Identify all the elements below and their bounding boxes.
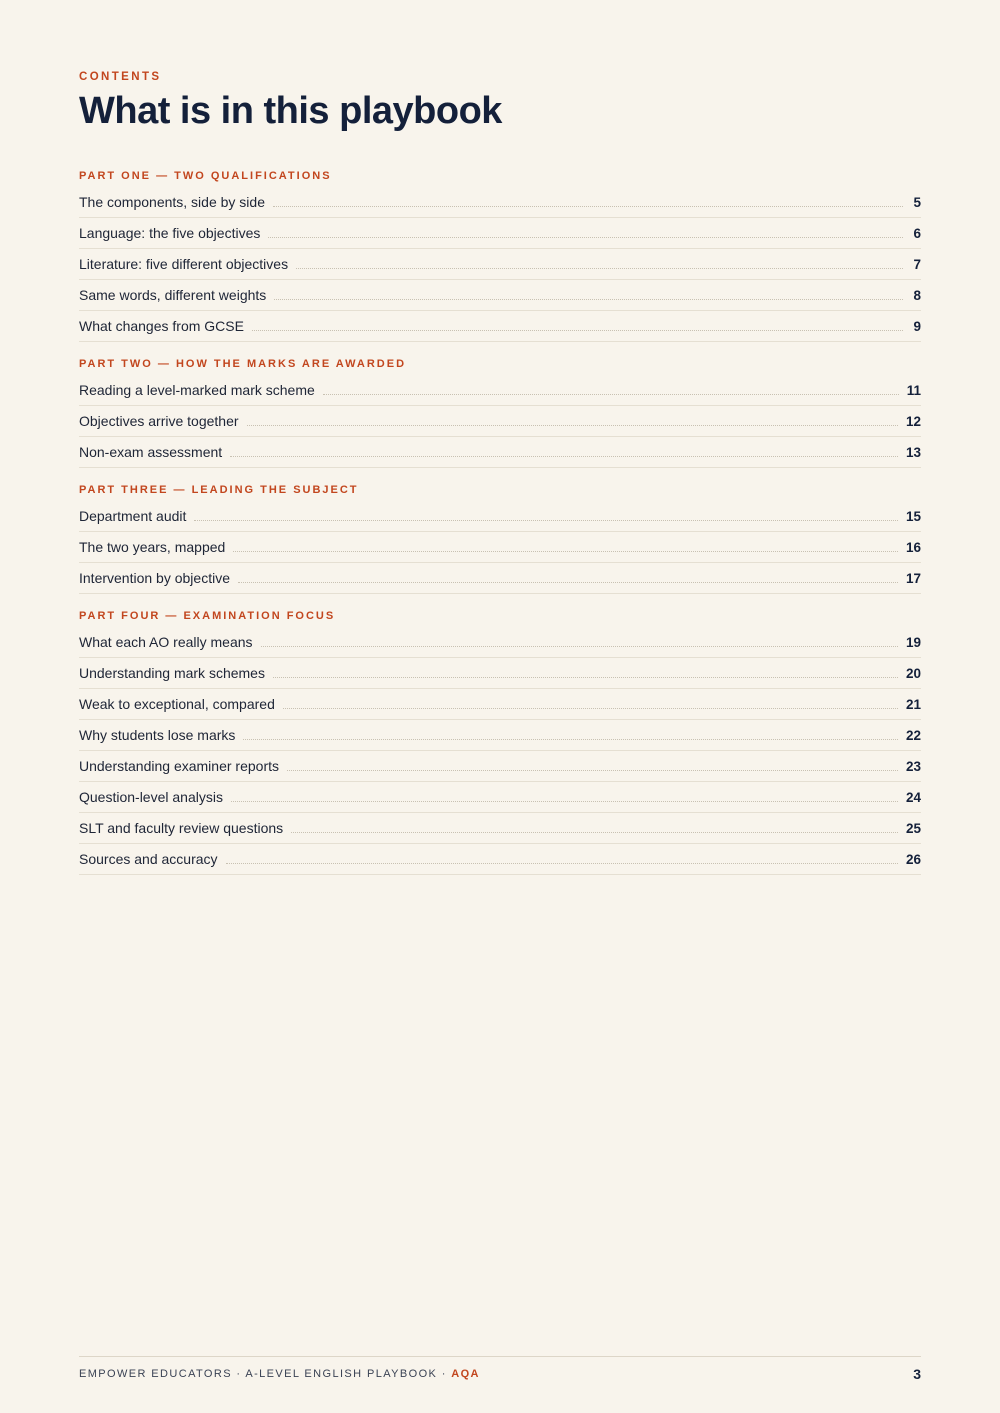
toc-entry[interactable] (79, 751, 921, 782)
toc-dot-leader (226, 863, 898, 864)
toc-entry-page-number: 15 (905, 508, 921, 524)
toc-entry-page-number: 19 (905, 634, 921, 650)
toc-section (79, 607, 921, 875)
toc-entry-title: The components, side by side (79, 194, 265, 210)
toc-section (79, 167, 921, 342)
toc-dot-leader (243, 739, 898, 740)
toc-entry-page-number: 13 (905, 444, 921, 460)
toc-entry-title: Why students lose marks (79, 727, 236, 743)
toc-dot-leader (238, 582, 898, 583)
toc-dot-leader (268, 237, 903, 238)
toc-dot-leader (273, 206, 903, 207)
toc-entry-title: Language: the five objectives (79, 225, 261, 241)
toc-section-heading: PART ONE — TWO QUALIFICATIONS (79, 170, 332, 182)
toc-entry[interactable] (79, 218, 921, 249)
contents-page (79, 0, 921, 1413)
toc-dot-leader (291, 832, 898, 833)
toc-dot-leader (233, 551, 898, 552)
toc-dot-leader (283, 708, 898, 709)
toc-entry[interactable] (79, 627, 921, 658)
toc-entry-title: Reading a level-marked mark scheme (79, 382, 315, 398)
toc-dot-leader (296, 268, 903, 269)
toc-entry-page-number: 11 (906, 382, 921, 398)
toc-entry[interactable] (79, 280, 921, 311)
toc-entry-title: Understanding mark schemes (79, 665, 265, 681)
toc-section-heading: PART FOUR — EXAMINATION FOCUS (79, 610, 336, 622)
toc-dot-leader (194, 520, 898, 521)
toc-entry[interactable] (79, 844, 921, 875)
toc-dot-leader (287, 770, 898, 771)
toc-section-heading: PART TWO — HOW THE MARKS ARE AWARDED (79, 358, 407, 370)
toc-entry-title: SLT and faculty review questions (79, 820, 284, 836)
toc-entry-page-number: 21 (905, 696, 921, 712)
toc-section (79, 355, 921, 468)
toc-entry-page-number: 17 (905, 570, 921, 586)
toc-entry[interactable] (79, 563, 921, 594)
toc-entry[interactable] (79, 501, 921, 532)
toc-entry-page-number: 8 (913, 287, 921, 303)
table-of-contents (79, 167, 921, 875)
toc-entry[interactable] (79, 720, 921, 751)
toc-dot-leader (231, 801, 898, 802)
toc-dot-leader (247, 425, 898, 426)
toc-entry-title: Intervention by objective (79, 570, 230, 586)
toc-entry-page-number: 20 (905, 665, 921, 681)
toc-dot-leader (252, 330, 903, 331)
toc-entry-page-number: 12 (905, 413, 921, 429)
toc-entry-title: Department audit (79, 508, 187, 524)
toc-entry-page-number: 7 (913, 256, 921, 272)
toc-entry-page-number: 24 (905, 789, 921, 805)
toc-entry[interactable] (79, 689, 921, 720)
contents-eyebrow: CONTENTS (79, 71, 162, 83)
toc-dot-leader (230, 456, 898, 457)
toc-entry-page-number: 22 (905, 727, 921, 743)
toc-dot-leader (274, 299, 903, 300)
toc-entry[interactable] (79, 311, 921, 342)
toc-dot-leader (273, 677, 898, 678)
toc-entry-title: Literature: five different objectives (79, 256, 289, 272)
footer-board: AQA (451, 1368, 480, 1380)
toc-entry-title: Objectives arrive together (79, 413, 239, 429)
toc-entry-title: What changes from GCSE (79, 318, 244, 334)
toc-entry-page-number: 9 (913, 318, 921, 334)
toc-section (79, 481, 921, 594)
footer-publication-text: EMPOWER EDUCATORS · A-LEVEL ENGLISH PLAYBOOK · (79, 1368, 452, 1380)
footer-page-number: 3 (913, 1366, 921, 1382)
toc-dot-leader (323, 394, 899, 395)
toc-entry-title: What each AO really means (79, 634, 253, 650)
toc-entry-title: Non-exam assessment (79, 444, 223, 460)
toc-entry-title: Sources and accuracy (79, 851, 218, 867)
toc-entry[interactable] (79, 375, 921, 406)
toc-entry-title: Weak to exceptional, compared (79, 696, 275, 712)
toc-entry[interactable] (79, 406, 921, 437)
toc-entry[interactable] (79, 782, 921, 813)
toc-entry-page-number: 26 (905, 851, 921, 867)
toc-entry-page-number: 16 (905, 539, 921, 555)
toc-entry-title: Same words, different weights (79, 287, 267, 303)
page-footer (79, 1356, 921, 1382)
toc-entry-title: Understanding examiner reports (79, 758, 279, 774)
page-title: What is in this playbook (79, 90, 502, 132)
toc-entry[interactable] (79, 658, 921, 689)
toc-entry-title: The two years, mapped (79, 539, 226, 555)
toc-dot-leader (261, 646, 898, 647)
toc-entry[interactable] (79, 813, 921, 844)
toc-entry[interactable] (79, 187, 921, 218)
toc-entry-page-number: 6 (913, 225, 921, 241)
toc-section-heading: PART THREE — LEADING THE SUBJECT (79, 484, 359, 496)
toc-entry-page-number: 5 (913, 194, 921, 210)
toc-entry-page-number: 23 (905, 758, 921, 774)
toc-entry-title: Question-level analysis (79, 789, 223, 805)
toc-entry-page-number: 25 (905, 820, 921, 836)
footer-publication (79, 1368, 480, 1380)
toc-entry[interactable] (79, 249, 921, 280)
toc-entry[interactable] (79, 532, 921, 563)
toc-entry[interactable] (79, 437, 921, 468)
